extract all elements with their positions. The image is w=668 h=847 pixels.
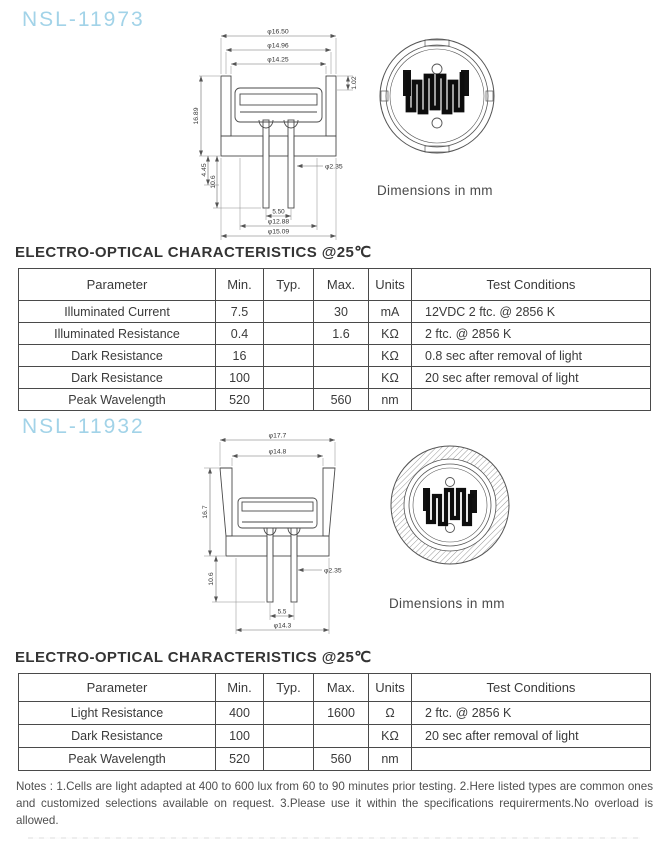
col-header-units: Units bbox=[369, 674, 412, 702]
dimension-label: φ15.09 bbox=[267, 228, 290, 236]
table-row bbox=[19, 702, 651, 725]
col-header-parameter: Parameter bbox=[19, 674, 216, 702]
col-header-min: Min. bbox=[216, 269, 264, 301]
cell-units: KΩ bbox=[369, 367, 412, 389]
col-header-units: Units bbox=[369, 269, 412, 301]
table-row bbox=[19, 389, 651, 411]
col-header-parameter: Parameter bbox=[19, 269, 216, 301]
cell-test-conditions: 20 sec after removal of light bbox=[412, 725, 651, 748]
col-header-max: Max. bbox=[314, 674, 369, 702]
cell-parameter: Dark Resistance bbox=[19, 725, 216, 748]
cell-min: 100 bbox=[216, 367, 264, 389]
cell-test-conditions: 2 ftc. @ 2856 K bbox=[412, 702, 651, 725]
cell-max: 560 bbox=[314, 748, 369, 771]
cell-units: KΩ bbox=[369, 323, 412, 345]
dimension-label: φ14.8 bbox=[268, 448, 287, 456]
cell-max: 1.6 bbox=[314, 323, 369, 345]
section-heading-2: ELECTRO-OPTICAL CHARACTERISTICS @25℃ bbox=[15, 649, 372, 666]
cell-typ bbox=[264, 367, 314, 389]
cross-section-drawing-nsl-11932 bbox=[192, 430, 362, 642]
col-header-typ: Typ. bbox=[264, 269, 314, 301]
cell-units: Ω bbox=[369, 702, 412, 725]
dimensions-note: Dimensions in mm bbox=[389, 596, 505, 611]
model-title-nsl-11932: NSL-11932 bbox=[22, 415, 145, 438]
scan-artifact-line bbox=[28, 837, 640, 839]
top-diameter-dimensions bbox=[221, 29, 336, 75]
model-title-nsl-11973: NSL-11973 bbox=[22, 8, 145, 31]
cell-min: 520 bbox=[216, 748, 264, 771]
eo-characteristics-table-nsl-11973 bbox=[18, 268, 651, 411]
table-header-row bbox=[19, 269, 651, 301]
cell-typ bbox=[264, 323, 314, 345]
col-header-typ: Typ. bbox=[264, 674, 314, 702]
cell-parameter: Peak Wavelength bbox=[19, 748, 216, 771]
cell-units: nm bbox=[369, 748, 412, 771]
cell-max bbox=[314, 367, 369, 389]
serpentine-electrode bbox=[403, 70, 469, 112]
col-header-test-conditions: Test Conditions bbox=[412, 674, 651, 702]
cell-min: 100 bbox=[216, 725, 264, 748]
cell-max bbox=[314, 725, 369, 748]
cell-typ bbox=[264, 301, 314, 323]
dimension-label: 5.50 bbox=[272, 208, 285, 216]
dimension-label: φ17.7 bbox=[268, 432, 287, 440]
cell-typ bbox=[264, 389, 314, 411]
serpentine-electrode bbox=[423, 488, 477, 524]
cell-units: nm bbox=[369, 389, 412, 411]
dimension-label: 16.7 bbox=[202, 505, 209, 519]
dimension-label: 10.6 bbox=[208, 572, 215, 586]
side-dimensions bbox=[193, 76, 358, 208]
housing-cross-section bbox=[221, 76, 336, 208]
table-row bbox=[19, 367, 651, 389]
cell-typ bbox=[264, 702, 314, 725]
cell-max: 1600 bbox=[314, 702, 369, 725]
cell-test-conditions bbox=[412, 389, 651, 411]
cell-typ bbox=[264, 725, 314, 748]
cell-min: 7.5 bbox=[216, 301, 264, 323]
cell-parameter: Light Resistance bbox=[19, 702, 216, 725]
cell-max: 560 bbox=[314, 389, 369, 411]
cell-parameter: Illuminated Current bbox=[19, 301, 216, 323]
cell-parameter: Peak Wavelength bbox=[19, 389, 216, 411]
dimension-label: φ2.35 bbox=[325, 163, 343, 171]
housing-cross-section bbox=[220, 468, 335, 602]
top-diameter-dimensions bbox=[220, 433, 335, 467]
col-header-max: Max. bbox=[314, 269, 369, 301]
cell-units: mA bbox=[369, 301, 412, 323]
top-view-drawing-nsl-11932 bbox=[383, 438, 517, 572]
cell-parameter: Dark Resistance bbox=[19, 345, 216, 367]
cell-units: KΩ bbox=[369, 345, 412, 367]
footnotes: Notes : 1.Cells are light adapted at 400 to 600 lux from 60 to 90 minutes prior testing. 2.Here listed types are common ones and customized selections available on request. 3.Please use it within the specifications requirerments.No overload is allowed. bbox=[16, 780, 653, 827]
cell-parameter: Illuminated Resistance bbox=[19, 323, 216, 345]
dimension-label: 4.45 bbox=[201, 163, 208, 177]
cell-min: 520 bbox=[216, 389, 264, 411]
cell-test-conditions bbox=[412, 748, 651, 771]
eo-characteristics-table-nsl-11932 bbox=[18, 673, 651, 771]
table-row bbox=[19, 345, 651, 367]
col-header-min: Min. bbox=[216, 674, 264, 702]
cell-test-conditions: 0.8 sec after removal of light bbox=[412, 345, 651, 367]
dimension-label: 1.02 bbox=[351, 76, 358, 90]
dimension-label: φ14.96 bbox=[267, 42, 289, 50]
table-header-row bbox=[19, 674, 651, 702]
cell-typ bbox=[264, 345, 314, 367]
dimension-label: φ2.35 bbox=[324, 567, 342, 575]
bottom-dimensions bbox=[236, 558, 329, 634]
section-heading-1: ELECTRO-OPTICAL CHARACTERISTICS @25℃ bbox=[15, 244, 372, 261]
cell-min: 400 bbox=[216, 702, 264, 725]
cell-typ bbox=[264, 748, 314, 771]
dimension-label: 16.89 bbox=[193, 107, 200, 125]
bottom-dimensions bbox=[221, 158, 336, 240]
table-row bbox=[19, 301, 651, 323]
table-row bbox=[19, 725, 651, 748]
cell-test-conditions: 2 ftc. @ 2856 K bbox=[412, 323, 651, 345]
dimension-label: 5.5 bbox=[277, 608, 287, 616]
cell-max bbox=[314, 345, 369, 367]
dimension-label: φ14.3 bbox=[273, 622, 292, 630]
cell-min: 16 bbox=[216, 345, 264, 367]
dimension-label: φ16.50 bbox=[267, 28, 289, 36]
dimension-label: 10.6 bbox=[210, 175, 217, 189]
cross-section-drawing-nsl-11973 bbox=[177, 24, 359, 242]
col-header-test-conditions: Test Conditions bbox=[412, 269, 651, 301]
cell-max: 30 bbox=[314, 301, 369, 323]
dimensions-note: Dimensions in mm bbox=[377, 183, 493, 198]
dimension-label: φ14.25 bbox=[267, 56, 289, 64]
cell-min: 0.4 bbox=[216, 323, 264, 345]
cell-parameter: Dark Resistance bbox=[19, 367, 216, 389]
table-row bbox=[19, 748, 651, 771]
table-row bbox=[19, 323, 651, 345]
cell-test-conditions: 20 sec after removal of light bbox=[412, 367, 651, 389]
top-view-drawing-nsl-11973 bbox=[372, 32, 502, 162]
cell-test-conditions: 12VDC 2 ftc. @ 2856 K bbox=[412, 301, 651, 323]
dimension-label: φ12.88 bbox=[267, 218, 290, 226]
cell-units: KΩ bbox=[369, 725, 412, 748]
